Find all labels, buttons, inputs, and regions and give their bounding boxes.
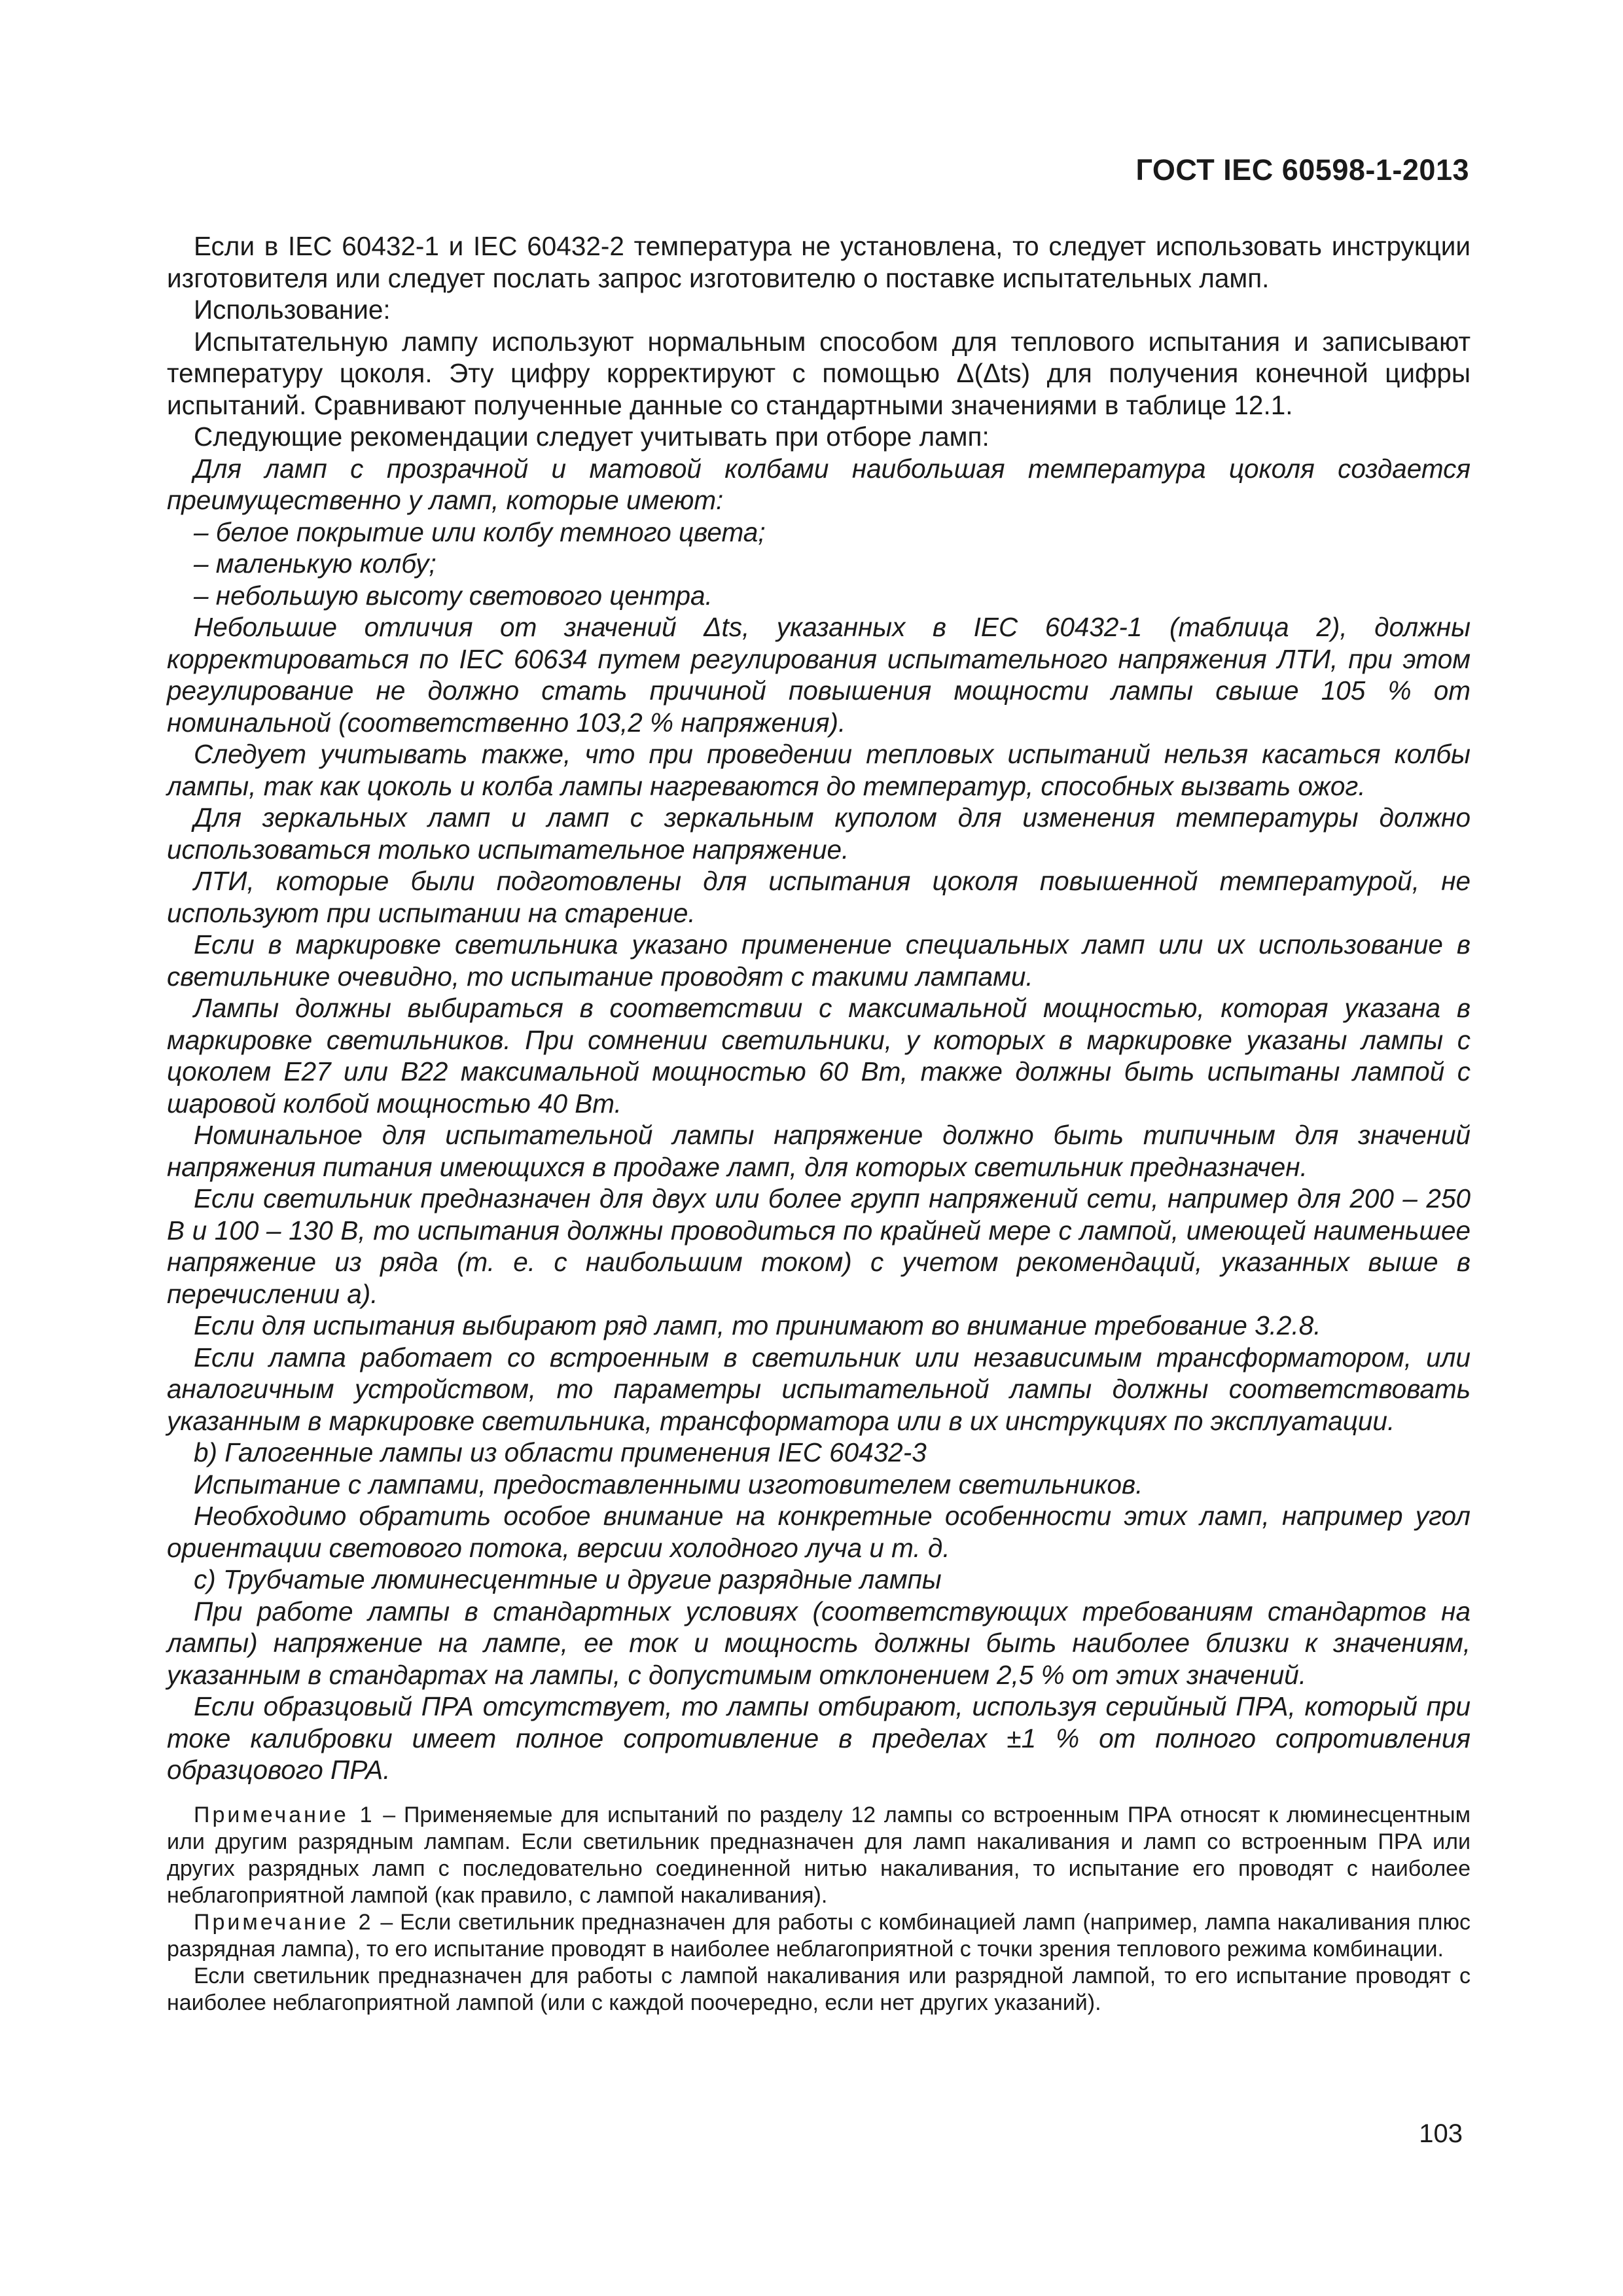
paragraph: Номинальное для испытательной лампы напряжение должно быть типичным для значений напряжения питания имеющихся в продаже ламп, для которых светильник предназначен.	[167, 1120, 1471, 1182]
paragraph: Лампы должны выбираться в соответствии с максимальной мощностью, которая указана в маркировке светильников. При сомнении светильники, у которых в маркировке указаны лампы с цоколем E27 или B22 максимальной мощностью 60 Вт, также должны быть испытаны лампой с шаровой колбой мощностью 40 Вт.	[167, 993, 1471, 1119]
paragraph: Если в маркировке светильника указано применение специальных ламп или их использование в светильнике очевидно, то испытание проводят с такими лампами.	[167, 929, 1471, 992]
note-text: – Если светильник предназначен для работы с комбинацией ламп (например, лампа накаливания плюс разрядная лампа), то его испытание проводят в наиболее неблагоприятной с точки зрения теплового режима комбинации.	[167, 1909, 1471, 1962]
paragraph: Испытание с лампами, предоставленными изготовителем светильников.	[194, 1469, 1143, 1499]
paragraph: Небольшие отличия от значений Δts, указанных в IEC 60432-1 (таблица 2), должны корректироваться по IEC 60634 путем регулирования испытательного напряжения ЛТИ, при этом регулирование не должно стать причиной повышения мощности лампы свыше 105 % от номинальной (соответственно 103,2 % напряжения).	[167, 612, 1471, 738]
subsection-heading: c) Трубчатые люминесцентные и другие разрядные лампы	[194, 1564, 942, 1594]
final-note: Если светильник предназначен для работы с лампой накаливания или разрядной лампой, то его испытание проводят с наиболее неблагоприятной лампой (или с каждой поочередно, если нет других указаний).	[167, 1963, 1471, 2015]
note-label: Примечание 2	[194, 1909, 374, 1935]
paragraph: При работе лампы в стандартных условиях (соответствующих требованиям стандартов на лампы) напряжение на лампе, ее ток и мощность должны быть наиболее близки к значениям, указанным в стандартах на лампы, с допустимым отклонением 2,5 % от этих значений.	[167, 1596, 1471, 1690]
paragraph: Если лампа работает со встроенным в светильник или независимым трансформатором, или аналогичным устройством, то параметры испытательной лампы должны соответствовать указанным в маркировке светильника, трансформатора или в их инструкциях по эксплуатации.	[167, 1342, 1471, 1436]
paragraph: Следует учитывать также, что при проведении тепловых испытаний нельзя касаться колбы лампы, так как цоколь и колба лампы нагреваются до температур, способных вызвать ожог.	[167, 739, 1471, 801]
list-item: – небольшую высоту светового центра.	[194, 580, 713, 611]
paragraph: Испытательную лампу используют нормальным способом для теплового испытания и записывают температуру цоколя. Эту цифру корректируют с помощью Δ(Δts) для получения конечной цифры испытаний. Сравнивают полученные данные со стандартными значениями в таблице 12.1.	[167, 326, 1471, 420]
note-label: Примечание 1	[194, 1802, 375, 1827]
paragraph: ЛТИ, которые были подготовлены для испытания цоколя повышенной температурой, не используют при испытании на старение.	[167, 866, 1471, 928]
subsection-heading: b) Галогенные лампы из области применения IEC 60432-3	[194, 1437, 927, 1467]
paragraph: Для ламп с прозрачной и матовой колбами наибольшая температура цоколя создается преимущественно у ламп, которые имеют:	[167, 453, 1471, 515]
paragraph: Если в IEC 60432-1 и IEC 60432-2 температура не установлена, то следует использовать инструкции изготовителя или следует послать запрос изготовителю о поставке испытательных ламп.	[167, 231, 1471, 293]
paragraph: Если для испытания выбирают ряд ламп, то принимают во внимание требование 3.2.8.	[194, 1310, 1321, 1340]
note-1	[167, 1802, 1471, 1909]
list-item: – белое покрытие или колбу темного цвета;	[194, 516, 766, 547]
page-number: 103	[1419, 2119, 1463, 2148]
paragraph: Использование:	[194, 295, 391, 325]
note-text: – Применяемые для испытаний по разделу 12 лампы со встроенным ПРА относят к люминесцентным или другим разрядным лампам. Если светильник предназначен для ламп накаливания и ламп со встроенным ПРА или других разрядных ламп с последовательно соединенной нитью накаливания, то испытание его проводят с наиболее неблагоприятной лампой (как правило, с лампой накаливания).	[167, 1802, 1471, 1908]
paragraph: Для зеркальных ламп и ламп с зеркальным куполом для изменения температуры должно использоваться только испытательное напряжение.	[167, 802, 1471, 865]
paragraph: Если светильник предназначен для двух или более групп напряжений сети, например для 200 – 250 В и 100 – 130 В, то испытания должны проводиться по крайней мере с лампой, имеющей наименьшее напряжение из ряда (т. е. с наибольшим током) с учетом рекомендаций, указанных выше в перечислении а).	[167, 1183, 1471, 1309]
paragraph: Если образцовый ПРА отсутствует, то лампы отбирают, используя серийный ПРА, который при токе калибровки имеет полное сопротивление в пределах ±1 % от полного сопротивления образцового ПРА.	[167, 1691, 1471, 1785]
document-body	[167, 230, 1471, 2017]
standard-header: ГОСТ IEC 60598-1-2013	[1135, 153, 1469, 187]
note-2	[167, 1909, 1471, 1963]
paragraph: Следующие рекомендации следует учитывать при отборе ламп:	[194, 422, 990, 452]
list-item: – маленькую колбу;	[194, 548, 437, 579]
paragraph: Необходимо обратить особое внимание на конкретные особенности этих ламп, например угол ориентации светового потока, версии холодного луча и т. д.	[167, 1501, 1471, 1563]
